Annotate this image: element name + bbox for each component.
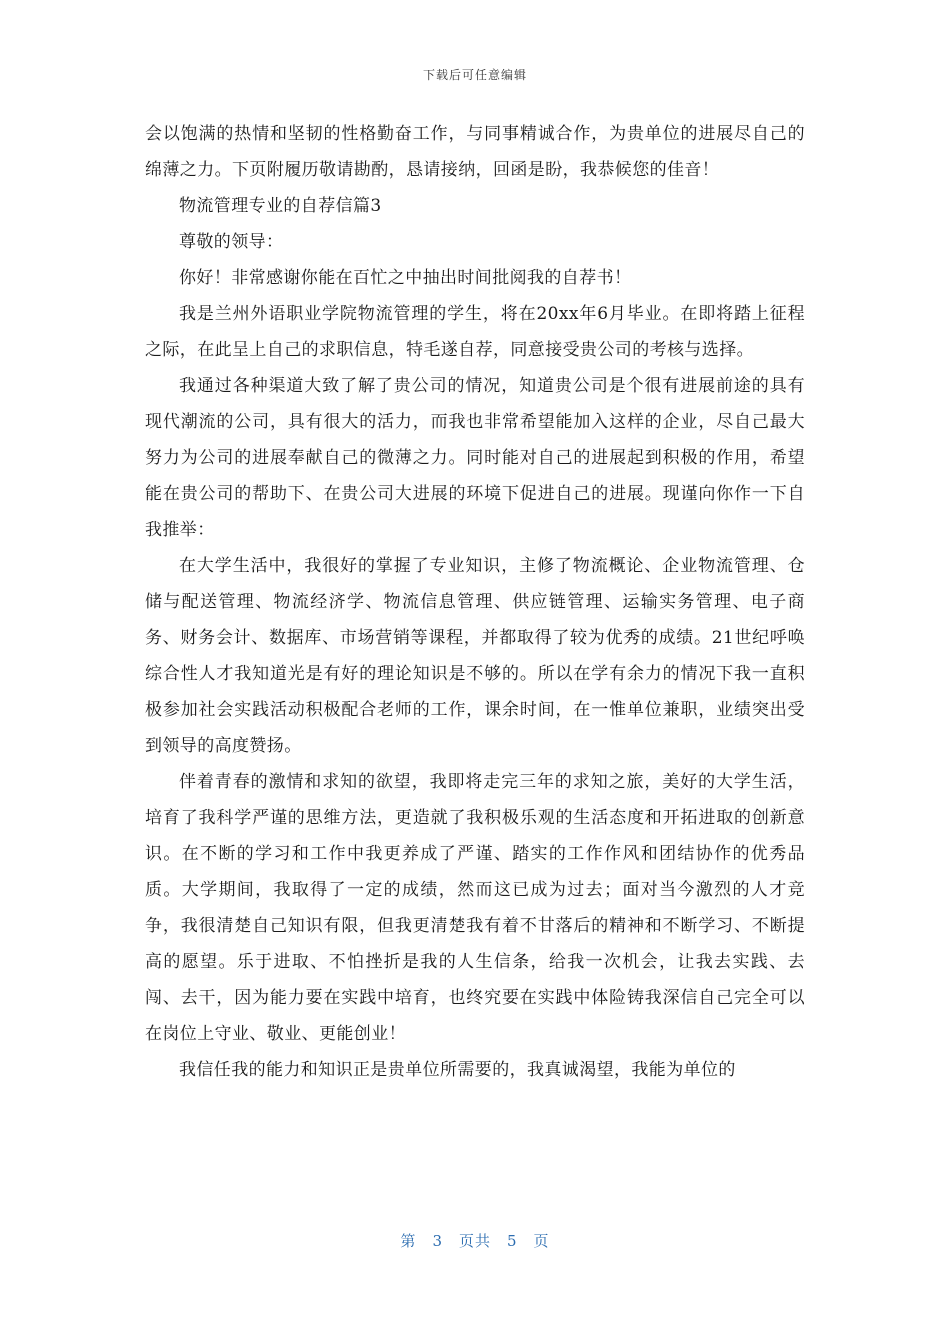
page-footer: [0, 1230, 950, 1251]
paragraph-continuation: 会以饱满的热情和坚韧的性格勤奋工作，与同事精诚合作，为贵单位的进展尽自己的绵薄之力。下页附履历敬请勘酌，恳请接纳，回函是盼，我恭候您的佳音！: [145, 124, 805, 180]
footer-prefix: 第: [400, 1232, 417, 1250]
paragraph: 我是兰州外语职业学院物流管理的学生，将在20xx年6月毕业。在即将踏上征程之际，在此呈上自己的求职信息，特毛遂自荐，同意接受贵公司的考核与选择。: [145, 304, 805, 360]
paragraph: 在大学生活中，我很好的掌握了专业知识，主修了物流概论、企业物流管理、仓储与配送管理、物流经济学、物流信息管理、供应链管理、运输实务管理、电子商务、财务会计、数据库、市场营销等课程，并都取得了较为优秀的成绩。21世纪呼唤综合性人才我知道光是有好的理论知识是不够的。所以在学有余力的情况下我一直积极参加社会实践活动积极配合老师的工作，课余时间，在一惟单位兼职，业绩突出受到领导的高度赞扬。: [145, 556, 805, 756]
salutation: 尊敬的领导：: [179, 232, 284, 252]
paragraph: 我通过各种渠道大致了解了贵公司的情况，知道贵公司是个很有进展前途的具有现代潮流的公司，具有很大的活力，而我也非常希望能加入这样的企业，尽自己最大努力为公司的进展奉献自己的微薄之力。同时能对自己的进展起到积极的作用，希望能在贵公司的帮助下、在贵公司大进展的环境下促进自己的进展。现谨向你作一下自我推举：: [145, 376, 805, 540]
page-header: 下载后可任意编辑: [422, 68, 527, 82]
section-heading: 物流管理专业的自荐信篇3: [179, 196, 382, 216]
footer-mid: 页共: [458, 1232, 491, 1250]
paragraph: 伴着青春的激情和求知的欲望，我即将走完三年的求知之旅，美好的大学生活，培育了我科学严谨的思维方法，更造就了我积极乐观的生活态度和开拓进取的创新意识。在不断的学习和工作中我更养成了严谨、踏实的工作作风和团结协作的优秀品质。大学期间，我取得了一定的成绩，然而这已成为过去；面对当今激烈的人才竞争，我很清楚自己知识有限，但我更清楚我有着不甘落后的精神和不断学习、不断提高的愿望。乐于进取、不怕挫折是我的人生信条，给我一次机会，让我去实践、去闯、去干，因为能力要在实践中培育，也终究要在实践中体险铸我深信自己完全可以在岗位上守业、敬业、更能创业！: [145, 772, 805, 1044]
footer-current-page: 3: [432, 1232, 443, 1250]
greeting: 你好！非常感谢你能在百忙之中抽出时间批阅我的自荐书！: [179, 268, 632, 288]
paragraph: 我信任我的能力和知识正是贵单位所需要的，我真诚渴望，我能为单位的: [179, 1060, 736, 1080]
document-body: [145, 116, 805, 1088]
footer-total-pages: 5: [507, 1232, 518, 1250]
footer-suffix: 页: [533, 1232, 550, 1250]
